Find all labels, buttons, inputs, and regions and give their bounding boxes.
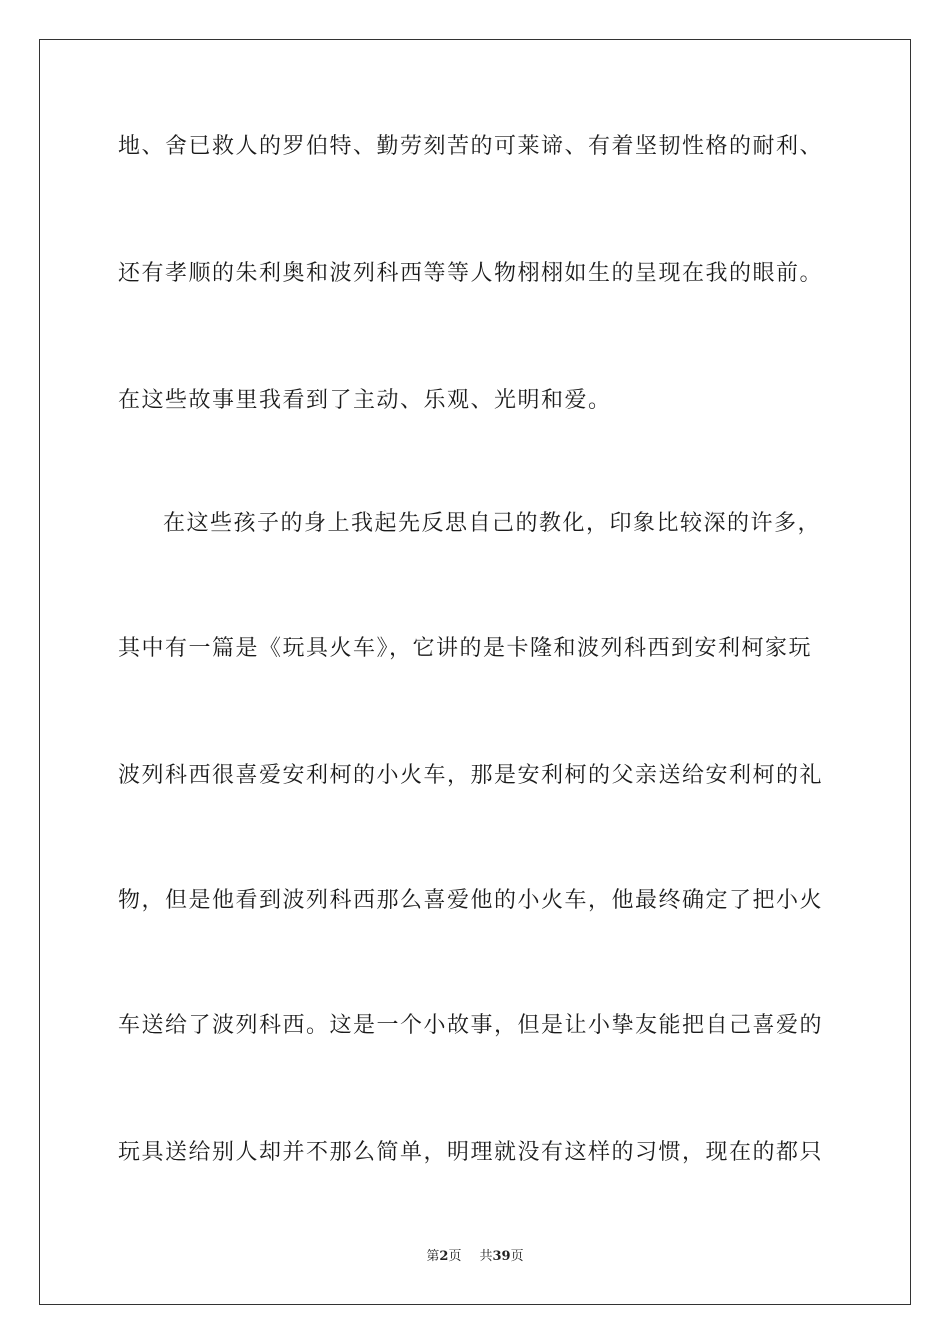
total-prefix: 共 — [479, 1249, 493, 1264]
body-text-line: 波列科西很喜爱安利柯的小火车，那是安利柯的父亲送给安利柯的礼 — [118, 763, 824, 788]
page-prefix: 第 — [426, 1249, 440, 1264]
body-text-line-indented: 在这些孩子的身上我起先反思自己的教化，印象比较深的许多， — [163, 511, 822, 536]
body-text-line: 在这些故事里我看到了主动、乐观、光明和爱。 — [118, 388, 612, 413]
page-number: 2 — [439, 1249, 449, 1264]
body-text-line: 还有孝顺的朱利奥和波列科西等等人物栩栩如生的呈现在我的眼前。 — [118, 261, 824, 286]
body-text-line: 其中有一篇是《玩具火车》，它讲的是卡隆和波列科西到安利柯家玩 — [118, 636, 813, 661]
body-text-line: 物，但是他看到波列科西那么喜爱他的小火车，他最终确定了把小火 — [118, 888, 824, 913]
total-pages: 39 — [492, 1249, 511, 1264]
page-footer — [0, 1248, 950, 1266]
body-text-line: 地、舍已救人的罗伯特、勤劳刻苦的可莱谛、有着坚韧性格的耐利、 — [118, 134, 824, 159]
total-suffix: 页 — [510, 1249, 524, 1264]
body-text-line: 玩具送给别人却并不那么简单，明理就没有这样的习惯，现在的都只 — [118, 1140, 824, 1165]
body-text-line: 车送给了波列科西。这是一个小故事，但是让小挚友能把自己喜爱的 — [118, 1013, 824, 1038]
page-border — [39, 39, 911, 1305]
page-suffix: 页 — [448, 1249, 462, 1264]
